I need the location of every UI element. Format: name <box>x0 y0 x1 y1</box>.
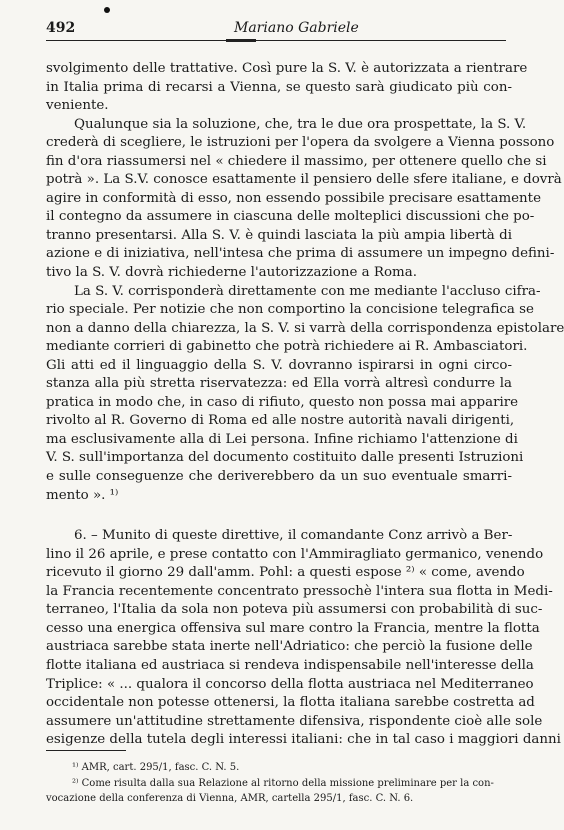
text-line: tivo la S. V. dovrà richiederne l'autorizzazione a Roma. <box>46 265 417 281</box>
text-line: 6. – Munito di queste direttive, il comandante Conz arrivò a Ber- <box>74 528 513 544</box>
text-line: esigenze della tutela degli interessi italiani: che in tal caso i maggiori danni <box>46 732 561 748</box>
text-line: stanza alla più stretta riservatezza: ed Ella vorrà altresì condurre la <box>46 376 512 392</box>
text-line: austriaca sarebbe stata inerte nell'Adriatico: che perciò la fusione delle <box>46 639 533 655</box>
ink-dot <box>104 7 110 13</box>
footnote-rule <box>46 750 126 751</box>
text-line: tranno presentarsi. Alla S. V. è quindi lasciata la più ampia libertà di <box>46 227 512 243</box>
footnote-line: ²⁾ Come risulta dalla sua Relazione al ritorno della missione preliminare per la con- <box>72 777 494 789</box>
text-line: non a danno della chiarezza, la S. V. si varrà della corrispondenza epistolare <box>46 320 564 336</box>
text-line: pratica in modo che, in caso di rifiuto, questo non possa mai apparire <box>46 394 519 410</box>
text-line: Qualunque sia la soluzione, che, tra le due ora prospettate, la S. V. <box>74 116 527 132</box>
text-line: in Italia prima di recarsi a Vienna, se questo sarà giudicato più con- <box>46 79 512 95</box>
text-line: rio speciale. Per notizie che non comportino la concisione telegrafica se <box>46 302 534 318</box>
page-number: 492 <box>46 20 76 36</box>
footnote-line: vocazione della conferenza di Vienna, AMR, cartella 295/1, fasc. C. N. 6. <box>46 793 414 804</box>
text-line: veniente. <box>46 98 109 114</box>
text-line: flotte italiana ed austriaca si rendeva indispensabile nell'interesse della <box>46 657 534 673</box>
text-line: rivolto al R. Governo di Roma ed alle nostre autorità navali dirigenti, <box>46 413 515 429</box>
page-header <box>46 20 506 40</box>
text-line: V. S. sull'importanza del documento costituito dalle presenti Istruzioni <box>46 450 524 466</box>
text-line: Gli atti ed il linguaggio della S. V. dovranno ispirarsi in ogni circo- <box>46 357 512 373</box>
text-line: potrà ». La S.V. conosce esattamente il pensiero delle sfere italiane, e dovrà <box>46 172 562 188</box>
text-line: La S. V. corrisponderà direttamente con me mediante l'accluso cifra- <box>74 283 541 299</box>
text-line: occidentale non potesse ottenersi, la flotta italiana sarebbe costretta ad <box>46 695 535 711</box>
text-line: mediante corrieri di gabinetto che potrà richiedere ai R. Ambasciatori. <box>46 339 528 355</box>
text-line: assumere un'attitudine strettamente difensiva, rispondente cioè alle sole <box>46 713 543 729</box>
text-line: il contegno da assumere in ciascuna delle molteplici discussioni che po- <box>46 209 535 225</box>
body-text <box>46 60 564 750</box>
footnote-line: ¹⁾ AMR, cart. 295/1, fasc. C. N. 5. <box>72 762 240 773</box>
running-head: Mariano Gabriele <box>234 20 359 36</box>
text-line: Triplice: « ... qualora il concorso della flotta austriaca nel Mediterraneo <box>46 676 534 692</box>
text-line: la Francia recentemente concentrato pressochè l'intera sua flotta in Medi- <box>46 583 553 599</box>
text-line: lino il 26 aprile, e prese contatto con l'Ammiragliato germanico, venendo <box>46 546 544 562</box>
text-line: ma esclusivamente alla di Lei persona. Infine richiamo l'attenzione di <box>46 431 518 447</box>
text-line: svolgimento delle trattative. Così pure la S. V. è autorizzata a rientrare <box>46 61 528 76</box>
text-line: fin d'ora riassumersi nel « chiedere il massimo, per ottenere quello che si <box>46 153 547 169</box>
text-line: mento ». ¹⁾ <box>46 487 119 503</box>
text-line: terraneo, l'Italia da sola non poteva più assumersi con probabilità di suc- <box>46 602 543 618</box>
text-line: agire in conformità di esso, non essendo possibile precisare esattamente <box>46 190 541 206</box>
text-line: crederà di scegliere, le istruzioni per l'opera da svolgere a Vienna possono <box>46 135 555 151</box>
text-line: ricevuto il giorno 29 dall'amm. Pohl: a questi espose ²⁾ « come, avendo <box>46 565 525 581</box>
text-line: cesso una energica offensiva sul mare contro la Francia, mentre la flotta <box>46 620 540 636</box>
section-gap <box>46 505 512 527</box>
text-line: e sulle conseguenze che deriverebbero da un suo eventuale smarri- <box>46 469 512 485</box>
header-ornament <box>226 39 256 42</box>
text-line: azione e di iniziativa, nell'intesa che prima di assumere un impegno defini- <box>46 246 555 262</box>
footnotes <box>46 760 512 807</box>
header-rule <box>46 40 506 41</box>
